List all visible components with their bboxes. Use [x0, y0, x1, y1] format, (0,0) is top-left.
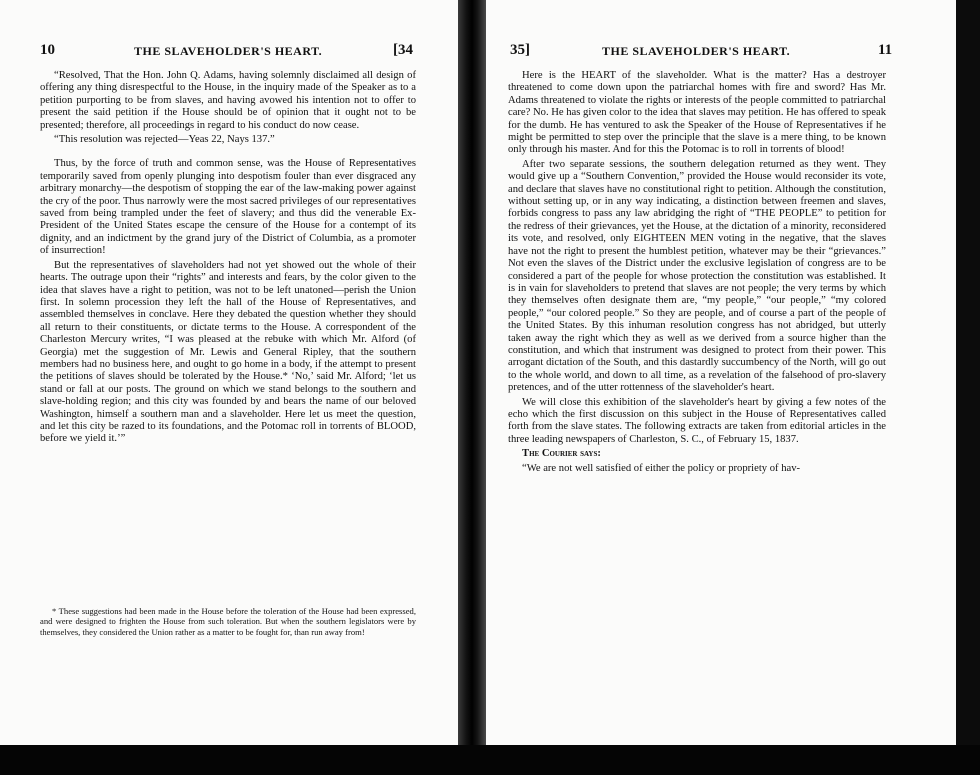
paragraph: We will close this exhibition of the slaveholder's heart by giving a few notes of the echo which the first discussion on this subject in the House of Representatives called forth from the slave states. The following extracts are taken from editorial articles in the three leading newspapers of Charleston, S. C., of February 15, 1837. — [508, 396, 886, 445]
body-text — [40, 70, 416, 448]
paragraph: After two separate sessions, the southern delegation returned as they went. They would give up a “Southern Convention,” provided the House would reconsider its vote, and declare that slaves have no constitutional right to petition. Although the constitution, without setting up, or in any way indicating, a distinction between freemen and slaves, forbids congress to pass any law abridging the right of “THE PEOPLE” to petition for the redress of their grievances, yet the House, at the dictation of a minority, reconsidered its vote, and resolved, only EIGHTEEN MEN voting in the negative, that the slaves have not the right to present the humblest petition, whatever may be their “grievances.” Not even the slaves of the District under the exclusive legislation of congress are to be considered a part of the people for whose protection the constitution was established. It is in vain for slaveholders to pretend that slaves are not people; the very terms by which they themselves often designate them are, “my people,” “our people,” “my colored people,” “our colored people.” So they are people, and of course a part of the people of the United States. By this inhuman resolution congress has not abridged, but utterly taken away the right which they as well as we derived from a source higher than the constitution, and which that instrument was designed to protect from their power. This arrogant dictation of the South, and this dastardly succumbency of the North, will go out to the whole world, and down to all time, as a revelation of the falsehood of pro-slavery pretences, and of the utter rottenness of the slaveholder's heart. — [508, 158, 886, 394]
left-page — [0, 0, 458, 745]
scan-edge — [956, 0, 980, 745]
paragraph: The Courier says: — [522, 448, 601, 460]
book-gutter — [458, 0, 486, 745]
paragraph: But the representatives of slaveholders had not yet showed out the whole of their hearts. The outrage upon their “rights” and interests and fears, by the color given to the idea that slaves have a right to petition, was not to be left unatoned—perish the Union first. In solemn procession they left the hall of the House of Representatives, and assembled themselves in conclave. Here they debated the question whether they should all return to their constituents, or dictate terms to the House. A correspondent of the Charleston Mercury writes, “I was pleased at the rebuke with which Mr. Alford (of Georgia) met the suggestion of Mr. Lewis and General Ripley, that the southern members had no business here, and ought to go home in a body, if the attempt to present the petitions of slaves should be tolerated by the House.* ‘No,’ said Mr. Alford; ‘let us stand or fall at our posts. The ground on which we stand belongs to the southern and slave-holding region; and this city was founded by and bears the name of our beloved Washington, himself a southern man and a slaveholder. Here let us meet the question, and let this city be razed to its foundations, and the Potomac roll in torrents of BLOOD, before we yield it.’” — [40, 259, 416, 445]
page-number: 10 — [40, 42, 55, 58]
footnote — [40, 606, 416, 637]
paragraph: “This resolution was rejected—Yeas 22, Nays 137.” — [54, 134, 275, 146]
running-head: THE SLAVEHOLDER'S HEART. — [134, 44, 323, 58]
paragraph: “We are not well satisfied of either the policy or propriety of hav- — [522, 462, 801, 474]
footnote-text: * These suggestions had been made in the House before the toleration of the House had been expressed, and were designed to frighten the House from such toleration. But when the southern legislators were by themselves, they considered the Union rather as a matter to be fought for, than run away from! — [40, 606, 416, 637]
scan-bottom-edge — [0, 745, 980, 775]
paragraph: “Resolved, That the Hon. John Q. Adams, having solemnly disclaimed all design of offering any thing disrespectful to the House, in the inquiry made of the Speaker as to a petition purporting to be from slaves, and having avowed his intention not to offer to present the said petition if the House should be of opinion that it ought not to be presented; therefore, all proceedings in regard to his conduct do now cease. — [40, 70, 416, 131]
bracket-number: 35] — [510, 42, 530, 58]
running-head: THE SLAVEHOLDER'S HEART. — [602, 44, 791, 58]
paragraph: Here is the HEART of the slaveholder. What is the matter? Has a destroyer threatened to come down upon the patriarchal homes with fire and sword? Has Mr. Adams threatened to violate the rights or interests of the people committed to patriarchal care? No. He has given color to the idea that slaves may petition. He has offered to speak for the dumb. He has ventured to ask the Speaker of the House of Representatives if he might be permitted to step over the principle that the slave is a mere thing, to be known only through his master. And for this the Potomac is to roll in torrents of blood! — [508, 70, 886, 156]
body-text — [508, 70, 886, 477]
paragraph: Thus, by the force of truth and common sense, was the House of Representatives temporarily saved from openly plunging into despotism fouler than ever disgraced any arbitrary monarchy—the despotism of stopping the ear of the law-making power against the cry of the poor. Thus narrowly were the most sacred privileges of our representatives saved from being trampled under the feet of slavery; and thus did the venerable Ex-President of the United States escape the censure of the House for a contempt of its dignity, and an indictment by the grand jury of the District of Columbia, as a promoter of insurrection! — [40, 158, 416, 257]
page-number: 11 — [878, 42, 893, 58]
right-page — [486, 0, 956, 745]
bracket-number: [34 — [393, 42, 413, 58]
